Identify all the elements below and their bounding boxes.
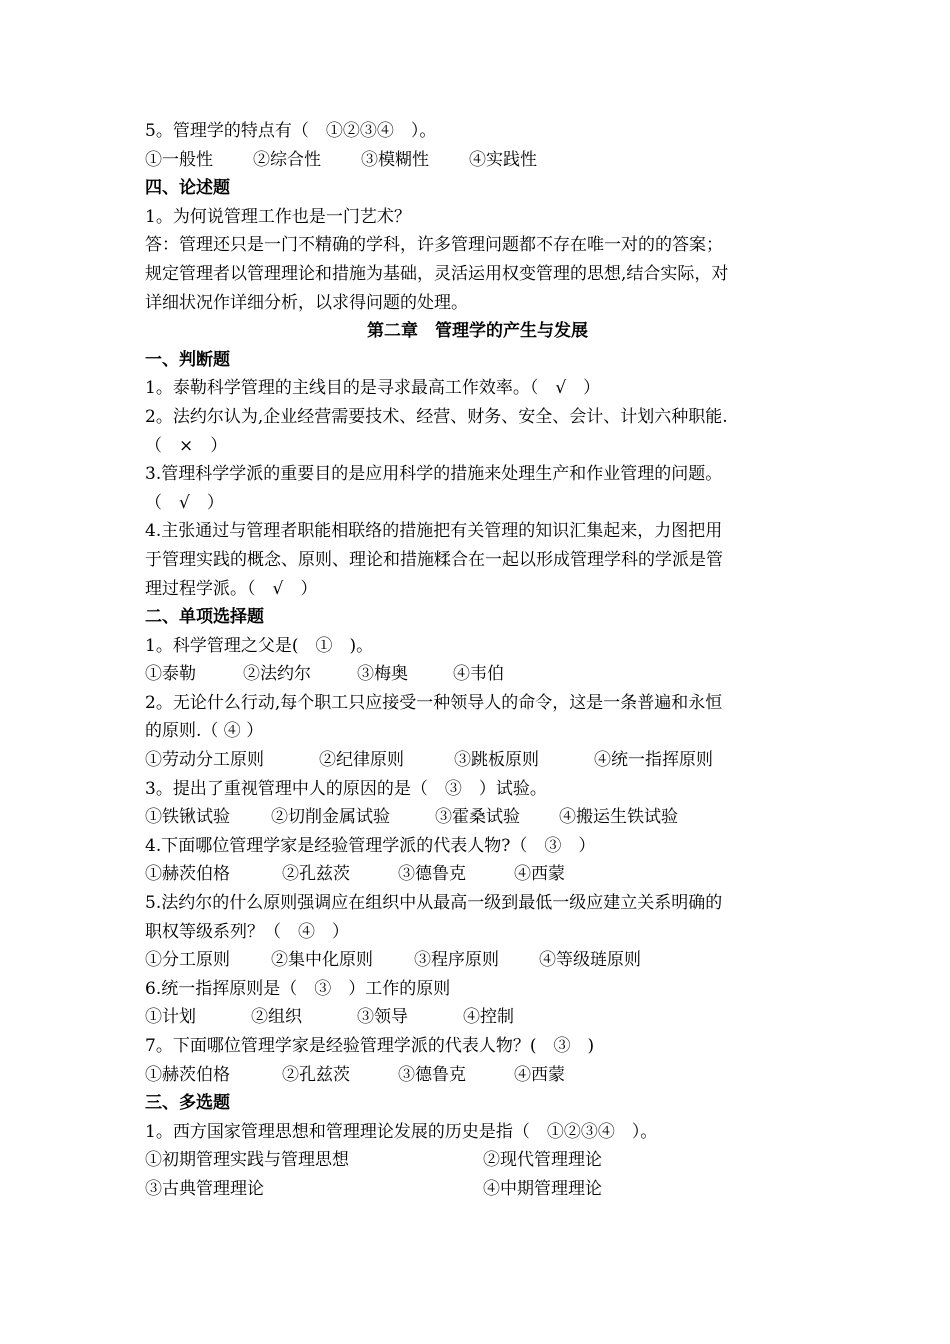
single-choice-question: 3。提出了重视管理中人的原因的是（ ③ ）试验。 (145, 778, 547, 799)
option: ①赫茨伯格 (145, 1064, 230, 1085)
judgement-answer: （ × ） (145, 435, 228, 456)
option: ②现代管理理论 (483, 1150, 602, 1171)
option: ①一般性 (145, 149, 213, 170)
options-m1-row1 (145, 1146, 810, 1175)
single-choice-question: 2。无论什么行动,每个职工只应接受一种领导人的命令，这是一条普遍和永恒 (145, 692, 723, 713)
option: ④中期管理理论 (483, 1178, 602, 1199)
essay-answer-line: 详细状况作详细分析，以求得问题的处理。 (145, 292, 468, 313)
option: ①分工原则 (145, 950, 230, 971)
options-s4 (145, 860, 810, 889)
option: ④等级琏原则 (539, 950, 641, 971)
option: ②纪律原则 (319, 750, 404, 771)
essay-question: 1。为何说管理工作也是一门艺术？ (145, 206, 411, 227)
option: ③德鲁克 (398, 864, 466, 885)
option: ③模糊性 (361, 149, 429, 170)
chapter-title: 第二章 管理学的产生与发展 (367, 321, 588, 342)
single-choice-question: 7。下面哪位管理学家是经验管理学派的代表人物？( ③ ) (145, 1036, 595, 1056)
option: ②孔兹茨 (282, 864, 350, 885)
options-s1 (145, 660, 810, 689)
question-ch1-q5: 5。管理学的特点有（ ①②③④ ）。 (145, 121, 437, 141)
judgement-answer: （ √ ） (145, 492, 224, 513)
options-s2 (145, 746, 810, 775)
option: ②集中化原则 (271, 950, 373, 971)
option: ③跳板原则 (454, 750, 539, 771)
judgement-question: 3.管理科学学派的重要目的是应用科学的措施来处理生产和作业管理的问题。 (145, 464, 723, 485)
judgement-question: 1。泰勒科学管理的主线目的是寻求最高工作效率。（ √ ） (145, 378, 601, 399)
section-heading-judgement: 一、判断题 (145, 349, 230, 370)
option: ②孔兹茨 (282, 1064, 350, 1085)
single-choice-question: 4.下面哪位管理学家是经验管理学派的代表人物?（ ③ ） (145, 835, 596, 856)
essay-answer-line: 答：管理还只是一门不精确的学科，许多管理问题都不存在唯一对的的答案； (145, 235, 723, 256)
option: ③德鲁克 (398, 1064, 466, 1085)
options-s3 (145, 803, 810, 832)
options-ch1-q5 (145, 146, 810, 175)
single-choice-question: 的原则.（ ④ ） (145, 721, 264, 742)
judgement-question: 2。法约尔认为,企业经营需要技术、经营、财务、安全、会计、计划六种职能. (145, 406, 728, 427)
option: ①赫茨伯格 (145, 864, 230, 885)
option: ④控制 (463, 1007, 514, 1028)
judgement-question: 4.主张通过与管理者职能相联络的措施把有关管理的知识汇集起来，力图把用 (145, 521, 723, 542)
options-s7 (145, 1061, 810, 1090)
single-choice-question: 1。科学管理之父是( ① )。 (145, 635, 374, 656)
option: ③领导 (357, 1007, 408, 1028)
section-heading-single-choice: 二、单项选择题 (145, 607, 264, 628)
option: ②组织 (251, 1007, 302, 1028)
judgement-question: 理过程学派。（ √ ） (145, 578, 318, 599)
option: ④韦伯 (453, 664, 504, 685)
options-s5 (145, 946, 810, 975)
single-choice-question: 5.法约尔的什么原则强调应在组织中从最高一级到最低一级应建立关系明确的 (145, 893, 723, 914)
option: ④统一指挥原则 (594, 750, 713, 771)
option: ③霍桑试验 (435, 807, 520, 828)
option: ②法约尔 (243, 664, 311, 685)
section-heading-essay: 四、论述题 (145, 178, 230, 199)
option: ①铁锹试验 (145, 807, 230, 828)
options-m1-row2 (145, 1175, 810, 1204)
single-choice-question: 6.统一指挥原则是（ ③ ）工作的原则 (145, 978, 451, 999)
option: ①计划 (145, 1007, 196, 1028)
option: ③梅奥 (357, 664, 408, 685)
option: ①初期管理实践与管理思想 (145, 1150, 349, 1171)
option: ④西蒙 (514, 864, 565, 885)
option: ②切削金属试验 (271, 807, 390, 828)
judgement-question: 于管理实践的概念、原则、理论和措施糅合在一起以形成管理学科的学派是管 (145, 549, 723, 570)
option: ④西蒙 (514, 1064, 565, 1085)
option: ①劳动分工原则 (145, 750, 264, 771)
single-choice-question: 职权等级系列？（ ④ ） (145, 921, 349, 942)
option: ②综合性 (253, 149, 321, 170)
option: ①泰勒 (145, 664, 196, 685)
options-s6 (145, 1003, 810, 1032)
multiple-choice-question: 1。西方国家管理思想和管理理论发展的历史是指（ ①②③④ ）。 (145, 1121, 658, 1142)
option: ④实践性 (469, 149, 537, 170)
option: ③古典管理理论 (145, 1178, 264, 1199)
essay-answer-line: 规定管理者以管理理论和措施为基础，灵活运用权变管理的思想,结合实际，对 (145, 263, 729, 284)
option: ④搬运生铁试验 (559, 807, 678, 828)
section-heading-multiple-choice: 三、多选题 (145, 1093, 230, 1114)
option: ③程序原则 (414, 950, 499, 971)
